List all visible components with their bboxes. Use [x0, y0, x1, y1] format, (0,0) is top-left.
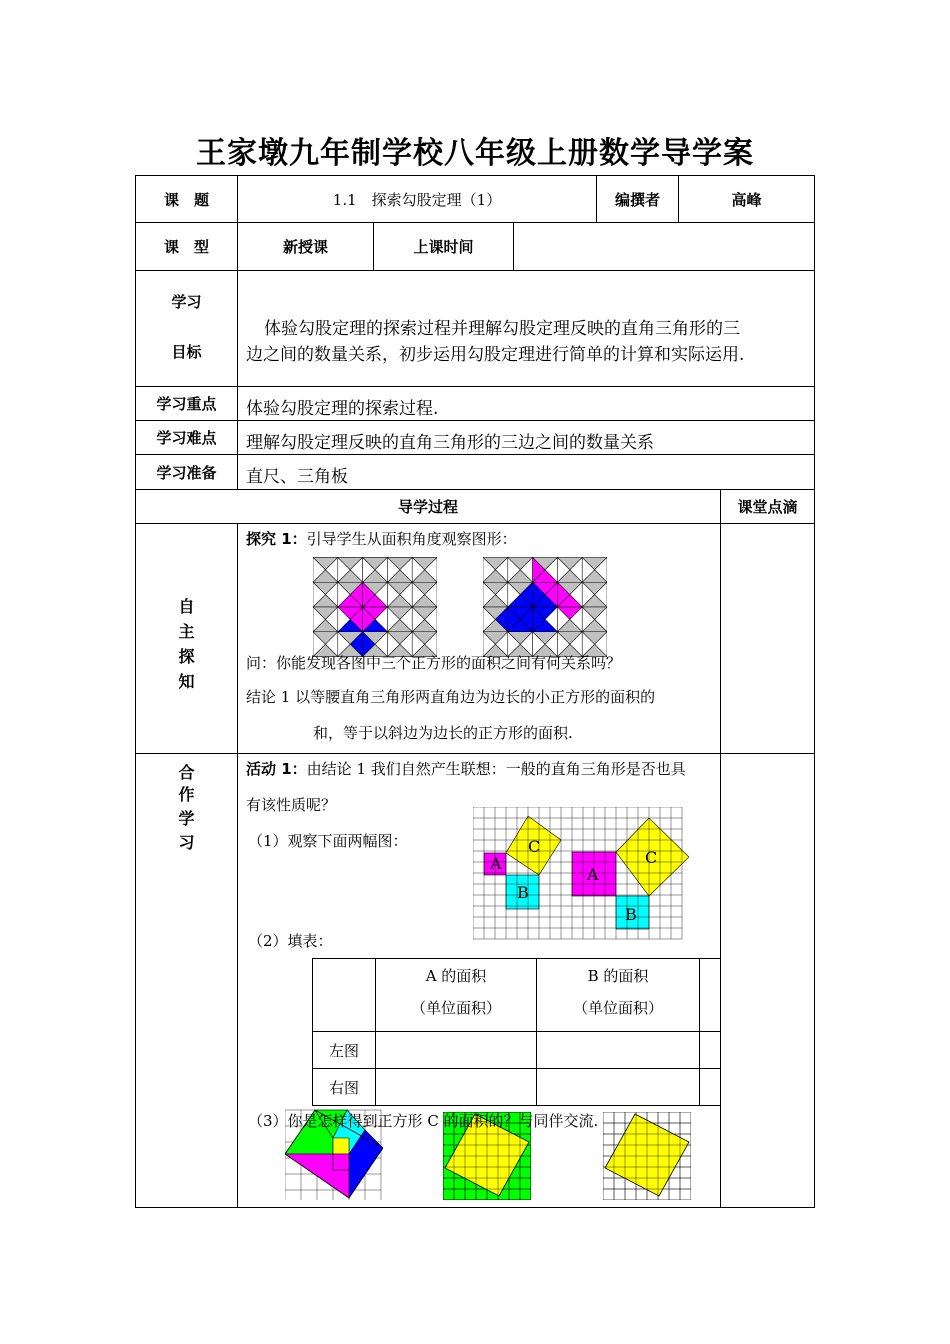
col-a-line1: A 的面积 [425, 967, 487, 985]
self-study-label-cell [135, 523, 238, 754]
coop-label-4: 习 [178, 833, 195, 852]
self-study-label-3: 探 [178, 647, 195, 666]
figure-dissection-3 [603, 1112, 691, 1200]
topic-label: 课 题 [135, 175, 238, 223]
type-label: 课 型 [135, 222, 238, 271]
table-row2-a[interactable] [375, 1068, 537, 1106]
figure-general-grid [473, 807, 689, 945]
table-row2-label: 右图 [312, 1068, 376, 1106]
table-row1-label: 左图 [312, 1031, 376, 1069]
goals-label-cell [135, 270, 238, 387]
prep-label: 学习准备 [135, 454, 238, 490]
self-study-notes-cell[interactable] [720, 523, 815, 754]
process-header: 导学过程 [135, 489, 721, 524]
goals-text-cell [237, 270, 815, 387]
author-value: 高峰 [678, 175, 815, 223]
explore-title: 探究 1： [246, 530, 307, 548]
conclusion-line1: 结论 1 以等腰直角三角形两直角边为边长的小正方形的面积的 [246, 688, 656, 706]
key-point-cell [237, 386, 815, 421]
explore-line [246, 528, 517, 549]
time-label: 上课时间 [373, 222, 514, 271]
goals-text-line1: 体验勾股定理的探索过程并理解勾股定理反映的直角三角形的三 [264, 319, 740, 339]
prep-text: 直尺、三角板 [246, 467, 348, 487]
type-value: 新授课 [237, 222, 374, 271]
goals-label-line1: 学习 [171, 293, 202, 311]
col-b-line2: （单位面积） [572, 999, 663, 1017]
time-value[interactable] [513, 222, 815, 271]
coop-label-cell [135, 753, 238, 1208]
label-left-c: C [528, 837, 541, 856]
table-corner [312, 958, 376, 1032]
coop-label-2: 作 [178, 785, 195, 804]
self-study-label-1: 自 [178, 597, 195, 616]
table-row2-b[interactable] [536, 1068, 700, 1106]
coop-notes-cell[interactable] [720, 753, 815, 1208]
figure-isosceles-right [483, 557, 607, 657]
activity-line1 [246, 758, 686, 779]
self-study-label-2: 主 [178, 622, 195, 641]
col-b-line1: B 的面积 [587, 967, 649, 985]
table-row2-c[interactable] [699, 1068, 721, 1106]
step1-text: （1）观察下面两幅图： [248, 832, 408, 850]
label-right-b: B [625, 905, 637, 924]
activity-text-line2: 有该性质呢？ [246, 796, 337, 814]
table-col-b-header [536, 958, 700, 1032]
goals-text-line2: 边之间的数量关系，初步运用勾股定理进行简单的计算和实际运用. [246, 345, 745, 365]
figure-isosceles-left [313, 557, 437, 657]
table-col-c-header [699, 958, 721, 1032]
label-left-b: B [517, 883, 529, 902]
explore-text: 引导学生从面积角度观察图形： [306, 530, 517, 548]
activity-text-line1: 由结论 1 我们自然产生联想：一般的直角三角形是否也具 [306, 760, 686, 778]
difficulty-text: 理解勾股定理反映的直角三角形的三边之间的数量关系 [246, 433, 654, 453]
key-point-label: 学习重点 [135, 386, 238, 421]
question-text: 问：你能发现各图中三个正方形的面积之间有何关系吗？ [246, 654, 622, 672]
conclusion-line2: 和，等于以斜边为边长的正方形的面积. [313, 724, 573, 742]
key-point-text: 体验勾股定理的探索过程. [246, 399, 439, 419]
author-label: 编撰者 [596, 175, 679, 223]
notes-header: 课堂点滴 [720, 489, 815, 524]
topic-value: 1.1 探索勾股定理（1） [237, 175, 597, 223]
coop-label-1: 合 [178, 763, 195, 782]
step3-text: （3）你是怎样得到正方形 C 的面积的？与同伴交流. [248, 1112, 599, 1130]
table-row1-c[interactable] [699, 1031, 721, 1069]
label-right-c: C [645, 848, 658, 867]
difficulty-label: 学习难点 [135, 420, 238, 455]
label-left-a: A [490, 854, 502, 873]
label-right-a: A [587, 865, 599, 884]
table-col-a-header [375, 958, 537, 1032]
self-study-content-cell [237, 523, 721, 754]
activity-title: 活动 1： [246, 760, 307, 778]
goals-label-line2: 目标 [171, 343, 202, 361]
step2-text: （2）填表： [248, 932, 333, 950]
col-a-line2: （单位面积） [410, 999, 501, 1017]
coop-label-3: 学 [178, 809, 195, 828]
difficulty-cell [237, 420, 815, 455]
self-study-label-4: 知 [178, 672, 195, 691]
page-title: 王家墩九年制学校八年级上册数学导学案 [196, 136, 754, 171]
table-row1-b[interactable] [536, 1031, 700, 1069]
prep-cell [237, 454, 815, 490]
table-row1-a[interactable] [375, 1031, 537, 1069]
